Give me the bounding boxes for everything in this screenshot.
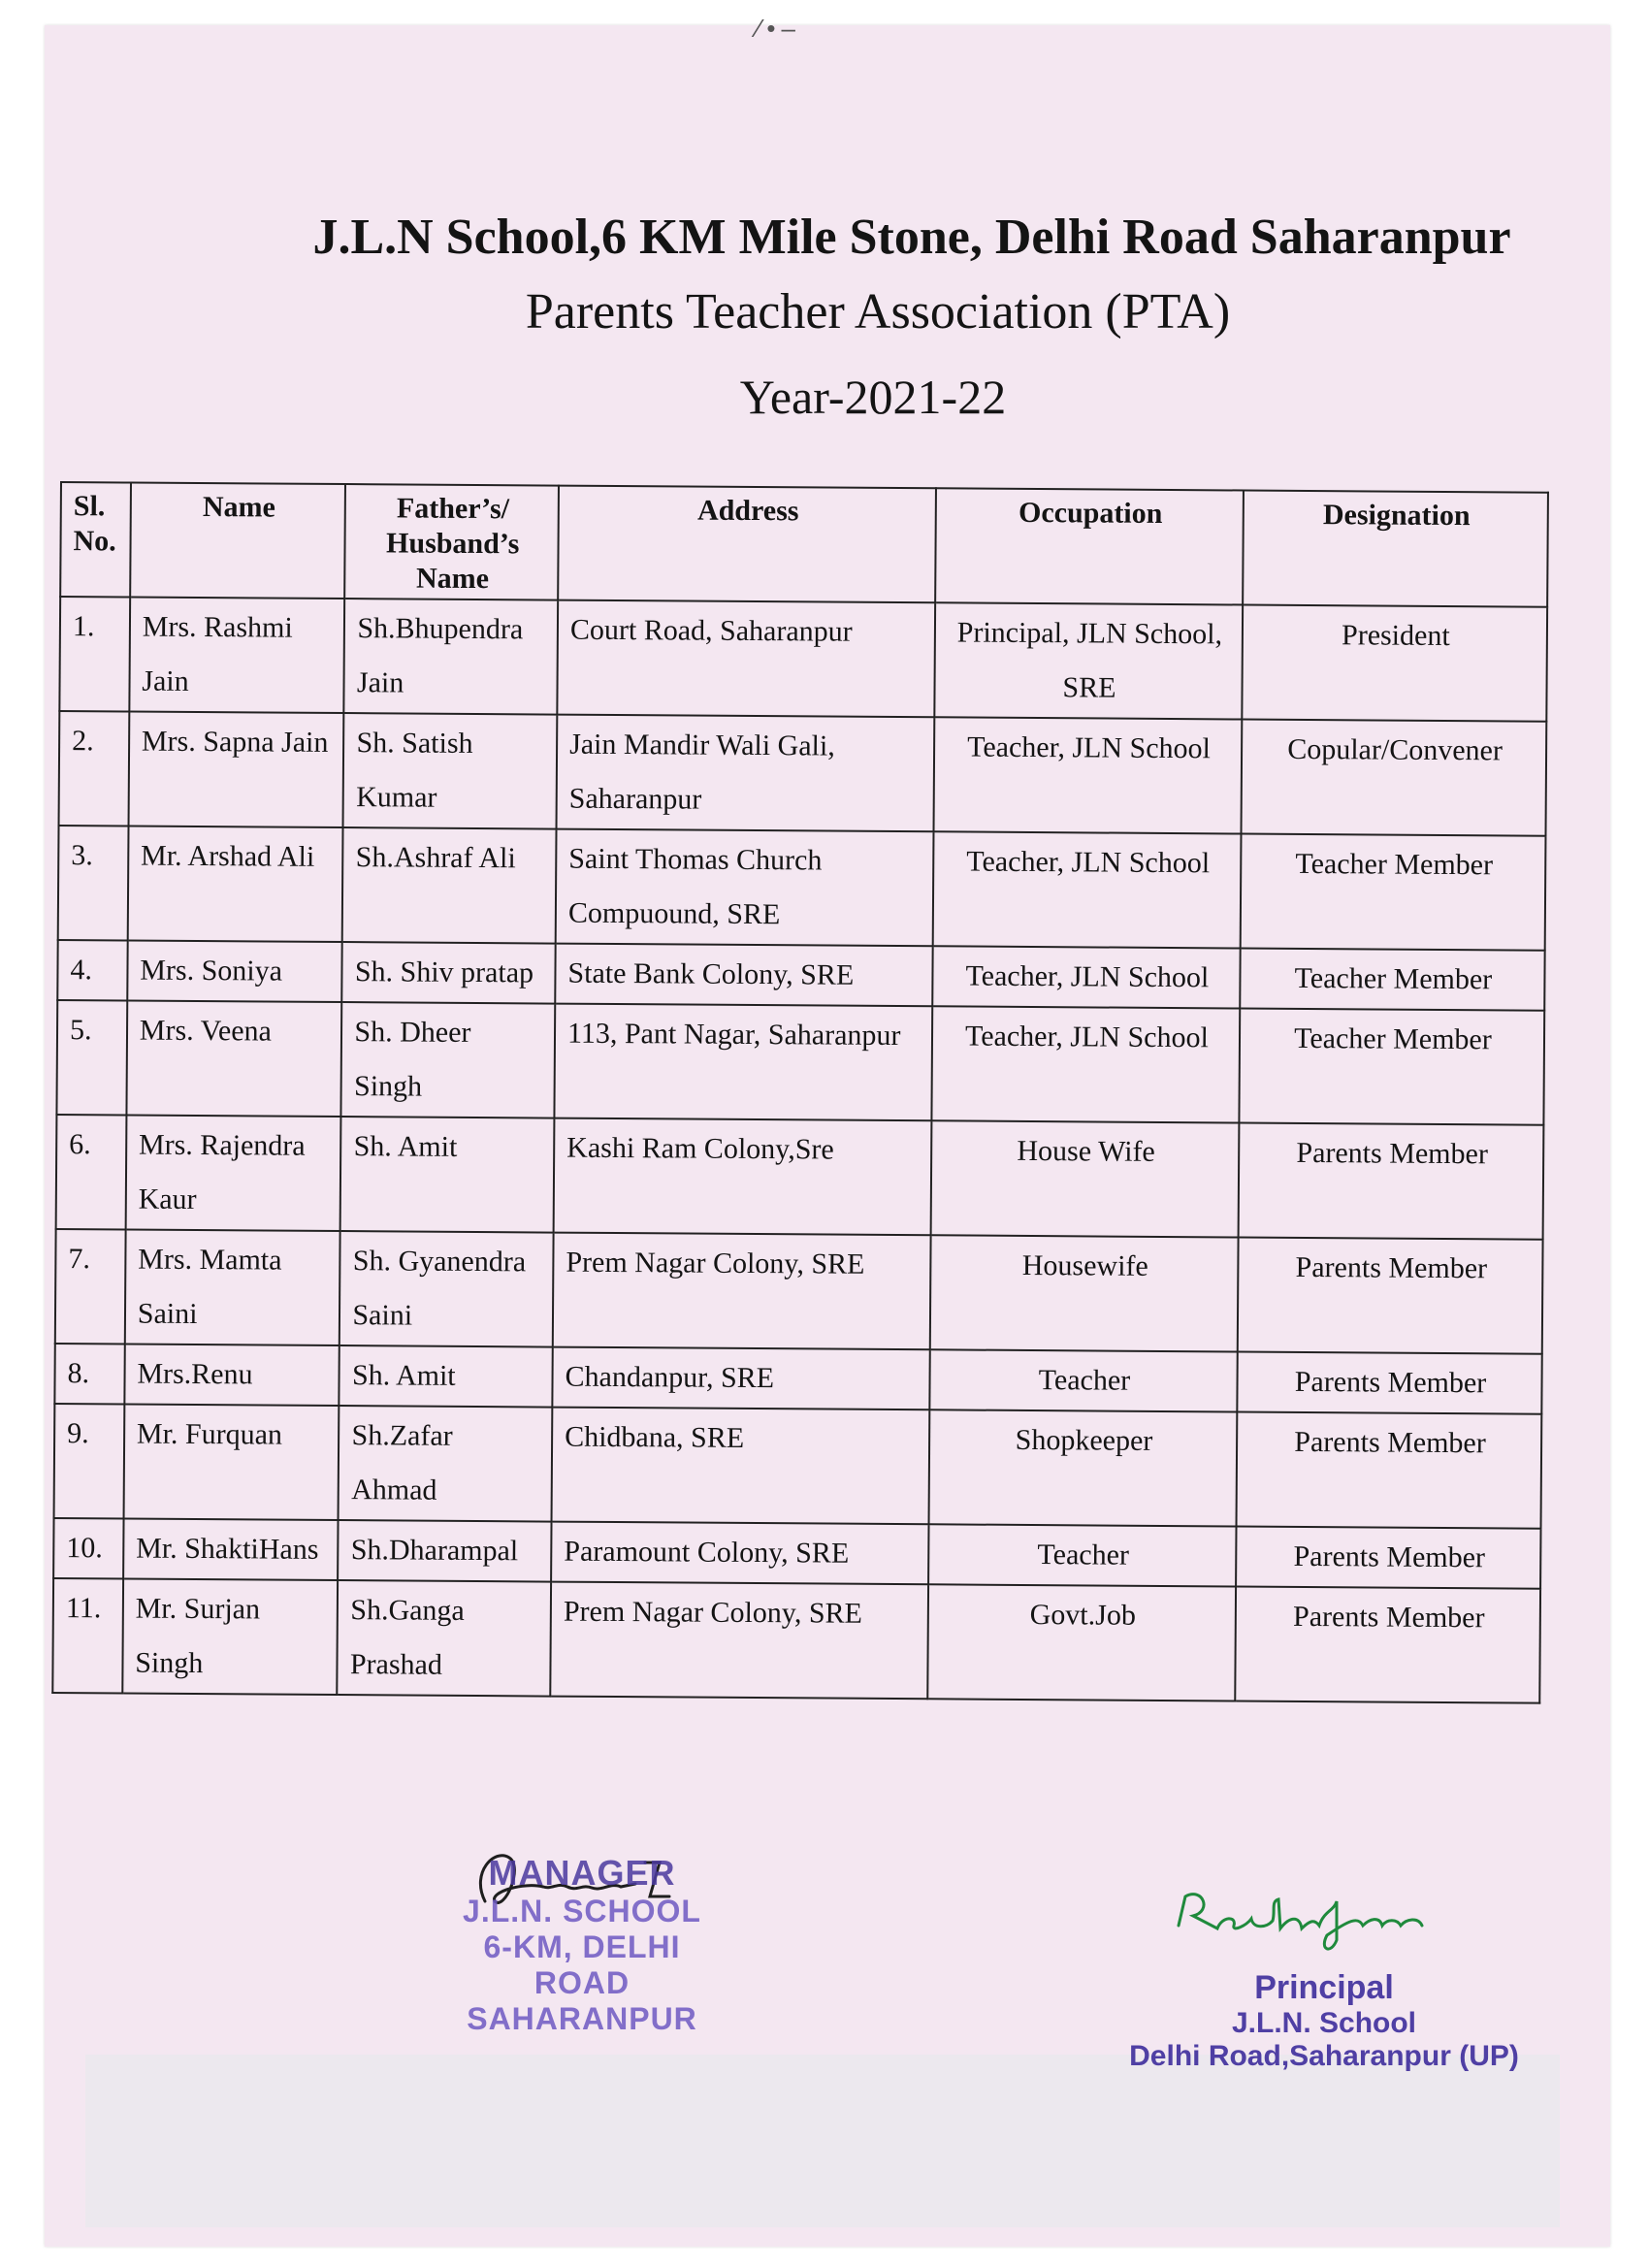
year-title: Year-2021-22 — [739, 370, 1007, 424]
pta-members-table — [51, 481, 1549, 1704]
cell-father-husband: Sh.Ashraf Ali — [342, 827, 556, 944]
cell-designation: President — [1242, 605, 1547, 722]
cell-occupation: Teacher, JLN School — [931, 1006, 1240, 1122]
cell-occupation: Govt.Job — [927, 1584, 1236, 1701]
cell-address: Paramount Colony, SRE — [551, 1522, 928, 1585]
cell-name: Mr. Surjan Singh — [122, 1578, 338, 1695]
cell-designation: Teacher Member — [1240, 949, 1544, 1011]
cell-sl-no: 7. — [55, 1229, 126, 1344]
cell-name: Mrs. Sapna Jain — [128, 712, 343, 828]
cell-name: Mr. Arshad Ali — [128, 826, 343, 942]
cell-sl-no: 6. — [56, 1115, 127, 1229]
cell-father-husband: Sh. Amit — [340, 1117, 554, 1233]
header-name: Name — [130, 483, 345, 599]
table-header-row — [60, 482, 1548, 607]
cell-designation: Teacher Member — [1241, 834, 1546, 951]
header-designation: Designation — [1243, 491, 1548, 607]
cell-name: Mr. Furquan — [123, 1404, 339, 1520]
cell-designation: Parents Member — [1236, 1411, 1541, 1528]
cell-address: Kashi Ram Colony,Sre — [554, 1118, 932, 1236]
cell-designation: Teacher Member — [1239, 1009, 1544, 1125]
cell-occupation: Teacher, JLN School — [933, 717, 1242, 833]
stamp-principal-line1: J.L.N. School — [1231, 2007, 1417, 2039]
cell-father-husband: Sh. Dheer Singh — [341, 1002, 555, 1118]
cell-name: Mrs. Rashmi Jain — [129, 598, 344, 714]
header-occupation: Occupation — [935, 488, 1244, 604]
stamp-manager-title: MANAGER — [488, 1853, 676, 1893]
stamp-manager-line1: J.L.N. SCHOOL — [463, 1894, 701, 1928]
table-row — [54, 1344, 1541, 1414]
cell-name: Mrs. Rajendra Kaur — [125, 1115, 340, 1231]
table-row — [55, 1229, 1543, 1354]
cell-occupation: Teacher, JLN School — [933, 831, 1242, 948]
cell-occupation: Teacher — [929, 1349, 1237, 1411]
cell-father-husband: Sh. Shiv pratap — [342, 942, 556, 1004]
cell-sl-no: 1. — [59, 597, 130, 711]
cell-address: State Bank Colony, SRE — [555, 944, 932, 1007]
cell-occupation: Housewife — [930, 1235, 1239, 1351]
cell-occupation: House Wife — [931, 1120, 1240, 1237]
cell-designation: Parents Member — [1239, 1123, 1544, 1240]
cell-occupation: Teacher, JLN School — [932, 946, 1240, 1008]
cell-address: Chandanpur, SRE — [552, 1347, 929, 1410]
cell-father-husband: Sh.Ganga Prashad — [338, 1580, 551, 1697]
cell-name: Mr. ShaktiHans — [123, 1518, 339, 1580]
scan-shadow — [85, 2055, 1560, 2227]
cell-designation: Parents Member — [1237, 1351, 1541, 1413]
cell-sl-no: 9. — [54, 1404, 125, 1518]
cell-name: Mrs. Soniya — [127, 940, 342, 1002]
table-row — [56, 1000, 1544, 1125]
top-scribble: ⁄•– — [757, 14, 801, 43]
cell-name: Mrs. Veena — [126, 1000, 341, 1117]
cell-occupation: Shopkeeper — [928, 1409, 1237, 1526]
cell-designation: Copular/Convener — [1241, 720, 1546, 836]
cell-father-husband: Sh.Zafar Ahmad — [339, 1406, 552, 1522]
cell-occupation: Teacher — [928, 1524, 1236, 1586]
cell-sl-no: 5. — [56, 1000, 127, 1115]
principal-stamp — [1116, 1969, 1533, 2073]
principal-signature — [1164, 1872, 1523, 1960]
table-row — [59, 711, 1547, 836]
cell-father-husband: Sh.Dharampal — [339, 1520, 552, 1582]
cell-sl-no: 2. — [59, 711, 130, 826]
cell-occupation: Principal, JLN School, SRE — [934, 602, 1243, 719]
header-father-husband-name: Father’s/ Husband’s Name — [345, 484, 559, 600]
stamp-manager-line3: SAHARANPUR — [467, 2001, 697, 2036]
cell-address: Jain Mandir Wali Gali, Saharanpur — [557, 715, 935, 832]
manager-stamp — [436, 1853, 728, 2037]
cell-designation: Parents Member — [1235, 1586, 1540, 1702]
cell-address: Court Road, Saharanpur — [557, 600, 935, 718]
header-sl-no: Sl. No. — [60, 482, 131, 597]
header-address: Address — [558, 486, 936, 603]
cell-sl-no: 10. — [53, 1518, 123, 1578]
cell-name: Mrs. Mamta Saini — [125, 1229, 340, 1345]
cell-address: Saint Thomas Church Compuound, SRE — [556, 829, 934, 947]
table-row — [54, 1404, 1542, 1529]
association-title: Parents Teacher Association (PTA) — [525, 284, 1231, 340]
cell-designation: Parents Member — [1236, 1526, 1540, 1588]
cell-father-husband: Sh. Gyanendra Saini — [340, 1231, 553, 1347]
cell-designation: Parents Member — [1238, 1237, 1543, 1353]
cell-father-husband: Sh. Satish Kumar — [343, 713, 557, 829]
table-row — [56, 1115, 1544, 1240]
table-row — [58, 826, 1546, 951]
school-title: J.L.N School,6 KM Mile Stone, Delhi Road Saharanpur — [312, 210, 1511, 265]
cell-sl-no: 11. — [52, 1578, 123, 1693]
stamp-principal-line2: Delhi Road,Saharanpur (UP) — [1129, 2040, 1519, 2072]
cell-address: Prem Nagar Colony, SRE — [553, 1233, 931, 1350]
table-row — [53, 1518, 1540, 1589]
cell-sl-no: 3. — [58, 826, 129, 940]
stamp-principal-title: Principal — [1254, 1969, 1394, 2006]
stamp-manager-line2: 6-KM, DELHI ROAD — [483, 1929, 681, 2000]
cell-sl-no: 8. — [54, 1344, 124, 1404]
cell-father-husband: Sh. Amit — [340, 1345, 553, 1408]
table-row — [52, 1578, 1540, 1703]
cell-father-husband: Sh.Bhupendra Jain — [344, 599, 558, 715]
cell-name: Mrs.Renu — [124, 1344, 340, 1406]
cell-sl-no: 4. — [57, 940, 127, 1000]
cell-address: 113, Pant Nagar, Saharanpur — [554, 1004, 932, 1121]
cell-address: Prem Nagar Colony, SRE — [550, 1582, 928, 1700]
table-row — [57, 940, 1544, 1011]
table-row — [59, 597, 1547, 722]
cell-address: Chidbana, SRE — [552, 1408, 930, 1525]
